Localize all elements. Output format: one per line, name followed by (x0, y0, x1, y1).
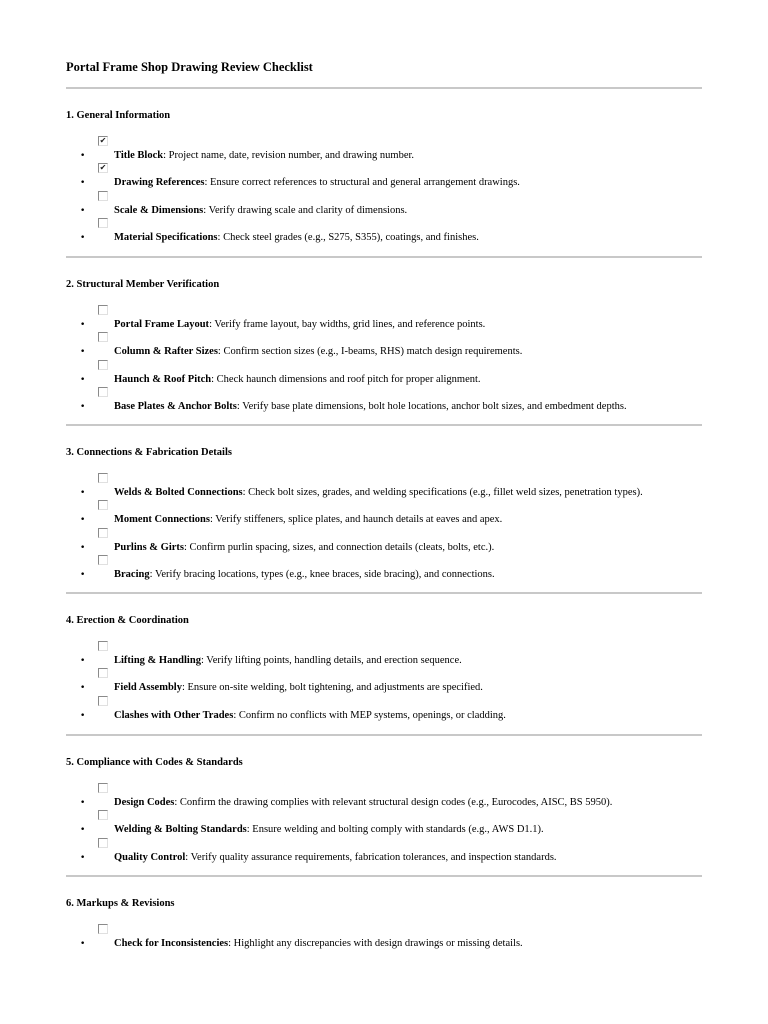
checkbox[interactable] (98, 810, 108, 820)
section-heading: 5. Compliance with Codes & Standards (66, 757, 243, 768)
checklist-item (0, 783, 768, 810)
checklist-item (0, 387, 768, 414)
item-description: : Ensure welding and bolting comply with standards (e.g., AWS D1.1). (246, 824, 544, 836)
item-description: : Confirm purlin spacing, sizes, and connection details (cleats, bolts, etc.). (184, 541, 495, 553)
checklist-item (0, 473, 768, 500)
item-text (114, 318, 485, 332)
section-divider (66, 592, 702, 594)
bullet: • (80, 798, 86, 808)
item-term: Base Plates & Anchor Bolts (114, 400, 237, 412)
bullet: • (80, 232, 86, 243)
item-term: Moment Connections (114, 514, 210, 526)
item-description: : Confirm no conflicts with MEP systems, openings, or cladding. (233, 709, 506, 721)
item-term: Portal Frame Layout (114, 319, 210, 330)
checkbox[interactable] (98, 528, 108, 538)
checkbox[interactable] (98, 473, 108, 483)
checklist-item (0, 305, 768, 332)
checkbox[interactable] (98, 305, 108, 315)
item-text (114, 851, 557, 865)
checkbox[interactable] (98, 641, 108, 651)
checkbox[interactable] (98, 332, 108, 342)
item-description: : Highlight any discrepancies with design drawings or missing details. (228, 938, 523, 949)
item-text (114, 149, 414, 163)
checkbox[interactable] (98, 360, 108, 370)
bullet: • (80, 178, 86, 189)
item-text (114, 937, 523, 951)
item-description: : Verify lifting points, handling details, and erection sequence. (200, 655, 462, 666)
item-term: Check for Inconsistencies (114, 938, 229, 949)
bullet: • (80, 683, 86, 694)
checklist-item (0, 555, 768, 582)
item-description: : Check steel grades (e.g., S275, S355), coatings, and finishes. (217, 231, 479, 243)
item-term: Column & Rafter Sizes (114, 346, 218, 358)
item-description: : Verify base plate dimensions, bolt hole locations, anchor bolt sizes, and embedment depths. (236, 400, 627, 412)
item-text (114, 796, 612, 810)
item-text (114, 231, 479, 245)
bullet: • (80, 488, 86, 498)
bullet: • (80, 374, 86, 385)
section-divider (66, 424, 702, 426)
item-text (114, 486, 643, 500)
item-description: : Verify stiffeners, splice plates, and haunch details at eaves and apex. (209, 514, 503, 526)
checklist-item (0, 360, 768, 387)
item-description: : Confirm section sizes (e.g., I-beams, RHS) match design requirements. (217, 346, 523, 358)
item-term: Bracing (114, 568, 150, 580)
checklist-item (0, 810, 768, 837)
bullet: • (80, 347, 86, 358)
item-description: : Project name, date, revision number, and drawing number. (163, 150, 415, 161)
checklist-item (0, 500, 768, 527)
checkbox[interactable]: ✔ (99, 163, 107, 173)
item-term: Welds & Bolted Connections (114, 487, 243, 498)
section-heading: 1. General Information (66, 110, 171, 121)
section-heading: 3. Connections & Fabrication Details (66, 447, 232, 458)
checklist-item (0, 641, 768, 668)
checklist-item (0, 163, 768, 190)
bullet: • (80, 205, 86, 216)
item-term: Quality Control (114, 851, 186, 863)
bullet: • (80, 151, 86, 161)
bullet: • (80, 401, 86, 412)
item-term: Scale & Dimensions (114, 204, 204, 216)
checklist-item (0, 136, 768, 163)
section-heading: 2. Structural Member Verification (66, 279, 220, 290)
section-divider (66, 875, 702, 877)
checkbox[interactable] (98, 555, 108, 565)
checkbox[interactable] (98, 387, 108, 397)
item-text (114, 568, 495, 582)
checkbox[interactable] (98, 668, 108, 678)
item-text (114, 823, 544, 837)
item-term: Clashes with Other Trades (114, 709, 234, 721)
item-term: Field Assembly (114, 682, 182, 694)
item-text (114, 373, 481, 387)
item-description: : Confirm the drawing complies with relevant structural design codes (e.g., Eurocodes, AISC, BS 5950). (174, 797, 613, 808)
checklist-item (0, 528, 768, 555)
item-description: : Verify bracing locations, types (e.g., knee braces, side bracing), and connections. (149, 568, 495, 580)
item-description: : Verify frame layout, bay widths, grid lines, and reference points. (209, 319, 486, 330)
bullet: • (80, 710, 86, 721)
section-divider (66, 734, 702, 736)
item-term: Drawing References (114, 177, 205, 189)
bullet: • (80, 569, 86, 580)
item-text (114, 513, 502, 527)
checkbox[interactable] (98, 218, 108, 228)
bullet: • (80, 542, 86, 553)
item-term: Welding & Bolting Standards (114, 824, 247, 836)
bullet: • (80, 939, 86, 949)
item-text (114, 654, 462, 668)
checkbox[interactable] (98, 783, 108, 793)
checkbox[interactable] (98, 924, 108, 934)
document-title: Portal Frame Shop Drawing Review Checklist (66, 60, 313, 74)
checkbox[interactable] (98, 500, 108, 510)
checklist-item (0, 696, 768, 723)
checklist-item (0, 924, 768, 951)
checklist-item (0, 191, 768, 218)
item-text (114, 204, 407, 218)
item-text (114, 400, 627, 414)
item-text (114, 345, 522, 359)
item-description: : Check bolt sizes, grades, and welding specifications (e.g., fillet weld sizes, penetration types). (242, 487, 643, 498)
checklist-item (0, 838, 768, 865)
checklist-item (0, 218, 768, 245)
item-description: : Verify drawing scale and clarity of dimensions. (203, 204, 408, 216)
item-text (114, 681, 483, 695)
bullet: • (80, 852, 86, 863)
item-text (114, 176, 520, 190)
checkbox[interactable] (98, 838, 108, 848)
item-term: Title Block (114, 150, 164, 161)
item-text (114, 709, 506, 723)
divider (66, 87, 702, 89)
section-divider (66, 256, 702, 258)
item-description: : Verify quality assurance requirements, fabrication tolerances, and inspection standards. (185, 851, 557, 863)
section-heading: 6. Markups & Revisions (66, 898, 175, 909)
checklist-item (0, 332, 768, 359)
item-term: Material Specifications (114, 231, 218, 243)
item-term: Purlins & Girts (114, 541, 184, 553)
item-description: : Ensure on-site welding, bolt tightening, and adjustments are specified. (181, 682, 483, 694)
bullet: • (80, 825, 86, 836)
checkbox[interactable]: ✔ (99, 136, 107, 145)
item-term: Haunch & Roof Pitch (114, 373, 212, 385)
bullet: • (80, 656, 86, 666)
checkbox[interactable] (98, 696, 108, 706)
bullet: • (80, 515, 86, 526)
item-description: : Check haunch dimensions and roof pitch for proper alignment. (211, 373, 481, 385)
item-term: Lifting & Handling (114, 655, 201, 666)
checklist-item (0, 668, 768, 695)
checkbox[interactable] (98, 191, 108, 201)
item-text (114, 541, 494, 555)
item-term: Design Codes (114, 797, 175, 808)
section-heading: 4. Erection & Coordination (66, 615, 189, 626)
bullet: • (80, 320, 86, 330)
item-description: : Ensure correct references to structural and general arrangement drawings. (204, 177, 520, 189)
